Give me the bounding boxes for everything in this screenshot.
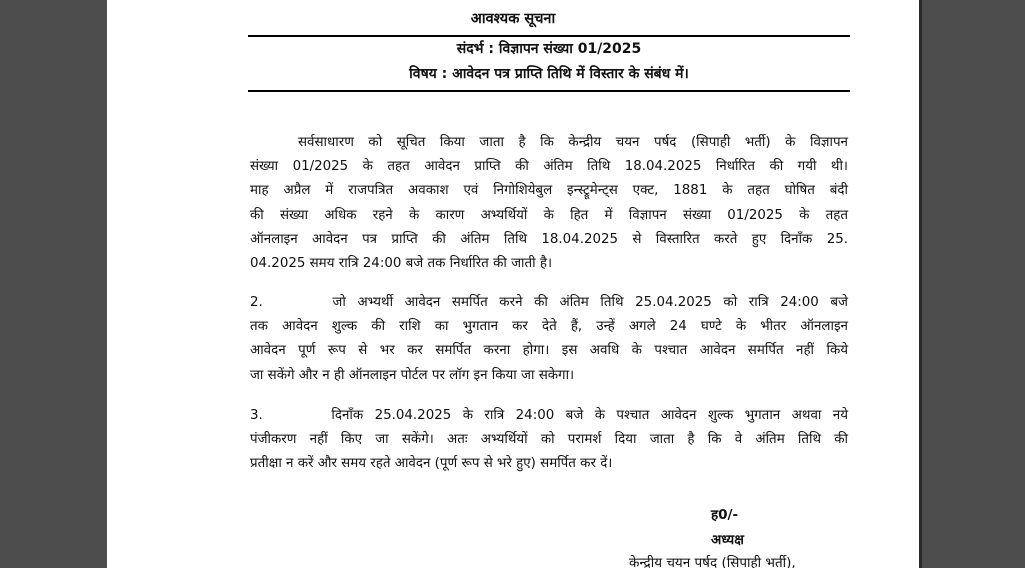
signatory-office: केन्द्रीय चयन पर्षद (सिपाही भर्ती), bbox=[629, 555, 796, 568]
paragraph-line: 04.2025 समय रात्रि 24:00 बजे तक निर्धारित की जाती है। bbox=[250, 256, 553, 272]
paragraph-line: पंजीकरण नहीं किए जा सकेंगे। अतः अभ्यर्थियों को परामर्श दिया जाता है कि वे अंतिम तिथि की bbox=[250, 432, 848, 448]
signed-mark: ह0/- bbox=[711, 507, 739, 523]
top-rule bbox=[248, 35, 850, 37]
document-page bbox=[107, 0, 919, 568]
signatory-designation: अध्यक्ष bbox=[711, 532, 744, 548]
paragraph-line: की संख्या अधिक रहने के कारण अभ्यर्थियों के हित में विज्ञापन संख्या 01/2025 के तहत bbox=[250, 207, 848, 223]
paragraph-line: तक आवेदन शुल्क की राशि का भुगतान कर देते हैं, उन्हें अगले 24 घण्टे के भीतर ऑनलाइन bbox=[250, 319, 848, 335]
page-edge bbox=[919, 0, 922, 568]
paragraph-line: प्रतीक्षा न करें और समय रहते आवेदन (पूर्ण रूप से भरे हुए) समर्पित कर दें। bbox=[250, 456, 613, 472]
paragraph-line: आवेदन पूर्ण रूप से भर कर समर्पित करना होगा। इस अवधि के पश्चात आवेदन समर्पित नहीं किये bbox=[250, 343, 848, 359]
paragraph-2 bbox=[250, 291, 848, 388]
paragraph-line: ऑनलाइन आवेदन पत्र प्राप्ति की अंतिम तिथि 18.04.2025 से विस्तारित करते हुए दिनाँक 25. bbox=[250, 231, 848, 247]
bottom-rule bbox=[248, 90, 850, 92]
reference-line: संदर्भ : विज्ञापन संख्या 01/2025 bbox=[456, 41, 642, 57]
paragraph-line: सर्वसाधारण को सूचित किया जाता है कि केन्द्रीय चयन पर्षद (सिपाही भर्ती) के विज्ञापन bbox=[298, 135, 848, 150]
paragraph-1 bbox=[250, 131, 848, 276]
paragraph-line: 2. जो अभ्यर्थी आवेदन समर्पित करने की अंतिम तिथि 25.04.2025 को रात्रि 24:00 बजे bbox=[250, 295, 848, 310]
paragraph-line: 3. दिनाँक 25.04.2025 के रात्रि 24:00 बजे के पश्चात आवेदन शुल्क भुगतान अथवा नये bbox=[250, 408, 848, 423]
subject-line: विषय : आवेदन पत्र प्राप्ति तिथि में विस्तार के संबंध में। bbox=[409, 66, 689, 82]
paragraph-line: जा सकेंगे और न ही ऑनलाइन पोर्टल पर लॉग इन किया जा सकेगा। bbox=[250, 367, 575, 383]
paragraph-line: संख्या 01/2025 के तहत आवेदन प्राप्ति की अंतिम तिथि 18.04.2025 निर्धारित की गयी थी। bbox=[250, 159, 848, 175]
paragraph-3 bbox=[250, 404, 848, 477]
notice-heading: आवश्यक सूचना bbox=[470, 11, 556, 27]
paragraph-line: माह अप्रैल में राजपत्रित अवकाश एवं निगोशियेबुल इन्स्ट्रूमेन्ट्स एक्ट, 1881 के तहत घोषित बंदी bbox=[250, 183, 848, 199]
